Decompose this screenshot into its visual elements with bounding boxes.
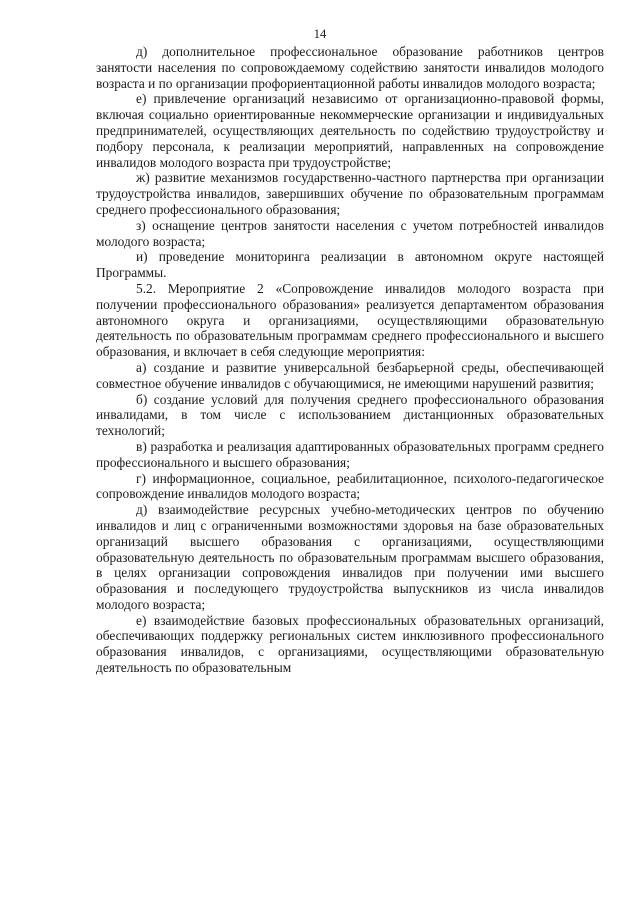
page-number: 14 [313, 27, 327, 41]
paragraph-b-conditions: б) создание условий для получения среднего профессионального образования инвалидами, в том числе с использованием дистанционных образовательных технологий; [96, 391, 604, 439]
paragraph-g-support: г) информационное, социальное, реабилитационное, психолого-педагогическое сопровождение инвалидов молодого возраста; [96, 470, 604, 502]
paragraph-section-5-2: 5.2. Мероприятие 2 «Сопровождение инвалидов молодого возраста при получении профессионального образования» реализуется департаментом образования автономного округа и организациями, осуществляющими образовательную деятельность по образовательным программам среднего профессионального и высшего образования, и включает в себя следующие мероприятия: [96, 280, 604, 360]
paragraph-a-environment: а) создание и развитие универсальной безбарьерной среды, обеспечивающей совместное обучение инвалидов с обучающимися, не имеющими нарушений развития; [96, 359, 604, 391]
paragraph-e-interaction: е) взаимодействие базовых профессиональных образовательных организаций, обеспечивающих поддержку региональных систем инклюзивного профессионального образования инвалидов, с организациями, осуществляющими образовательную деятельность по образовательным [96, 612, 604, 676]
paragraph-i-monitoring: и) проведение мониторинга реализации в автономном округе настоящей Программы. [96, 249, 604, 281]
paragraph-v-programs: в) разработка и реализация адаптированных образовательных программ среднего профессионального и высшего образования; [96, 438, 604, 470]
paragraph-d-training: д) дополнительное профессиональное образование работников центров занятости населения по сопровождаемому содействию занятости инвалидов молодого возраста и по организации профориентационной работы инвалидов молодого возраста; [96, 44, 604, 91]
document-body [96, 44, 604, 676]
paragraph-d-centers: д) взаимодействие ресурсных учебно-методических центров по обучению инвалидов и лиц с ограниченными возможностями здоровья на базе образовательных организаций высшего образования с организациями, осуществляющими образовательную деятельность по образовательным программам высшего образования, в целях организации сопровождения инвалидов при получении ими высшего образования и последующего трудоустройства выпускников из числа инвалидов молодого возраста; [96, 502, 604, 612]
paragraph-zh-partnership: ж) развитие механизмов государственно-частного партнерства при организации трудоустройства инвалидов, завершивших обучение по образовательным программам среднего профессионального образования; [96, 170, 604, 217]
paragraph-z-equipment: з) оснащение центров занятости населения с учетом потребностей инвалидов молодого возраста; [96, 217, 604, 249]
paragraph-e-organizations: е) привлечение организаций независимо от организационно-правовой формы, включая социально ориентированные некоммерческие организации и индивидуальных предпринимателей, осуществляющих деятельность по содействию трудоустройству и подбору персонала, к реализации мероприятий, направленных на сопровождение инвалидов молодого возраста при трудоустройстве; [96, 91, 604, 170]
